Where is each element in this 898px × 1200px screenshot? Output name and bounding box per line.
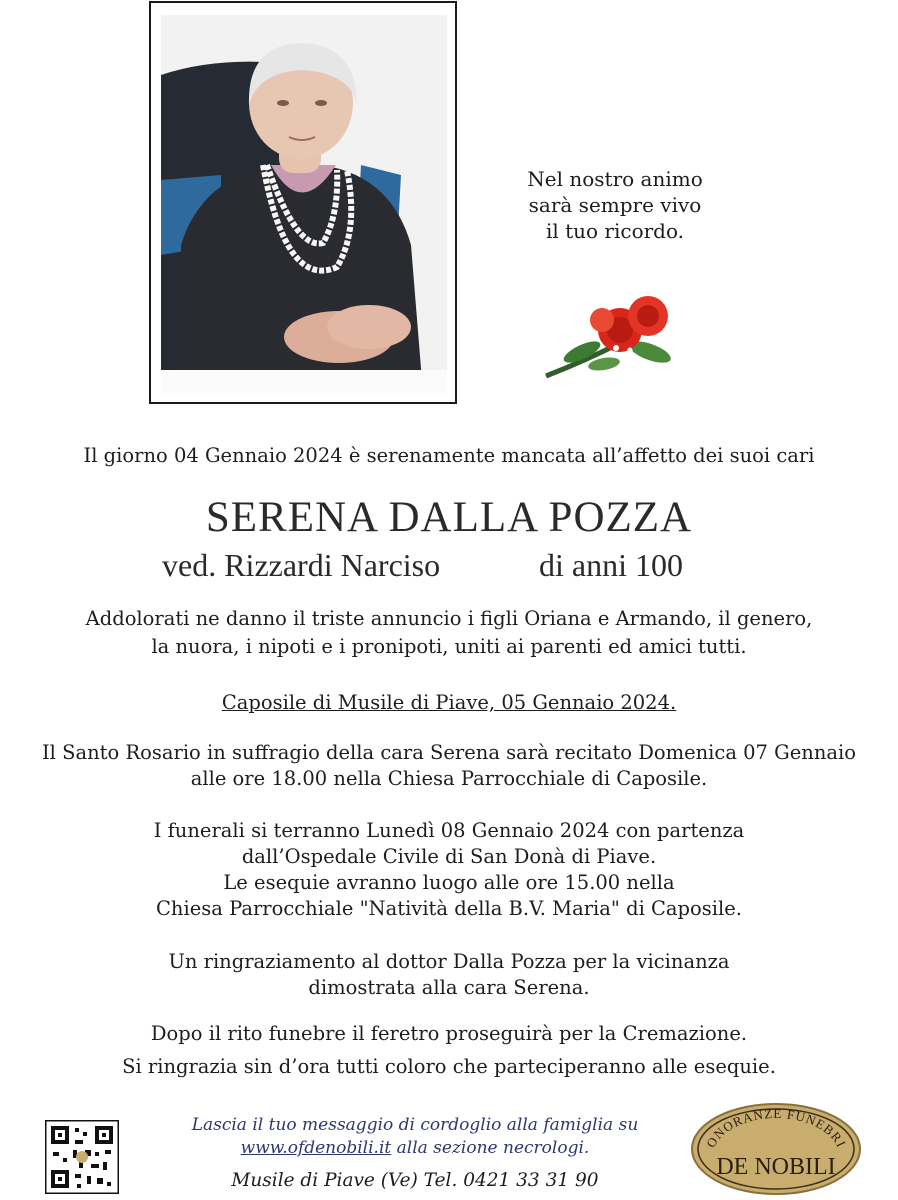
closing-line: Si ringrazia sin d’ora tutti coloro che parteciperanno alle esequie. — [122, 1055, 776, 1078]
svg-text:ONORANZE FUNEBRI: ONORANZE FUNEBRI — [703, 1105, 850, 1151]
deceased-photo — [161, 15, 447, 393]
funeral-home-logo — [690, 1102, 862, 1196]
memorial-quote — [520, 166, 710, 244]
quote-line: il tuo ricordo. — [545, 219, 685, 243]
condolence-line: Lascia il tuo messaggio di cordoglio alla famiglia su — [191, 1115, 639, 1135]
address-phone: Musile di Piave (Ve) Tel. 0421 33 31 90 — [231, 1170, 599, 1191]
website-link[interactable]: www.ofdenobili.it — [240, 1138, 392, 1158]
quote-line: Nel nostro animo — [527, 167, 703, 191]
rosary-line: alle ore 18.00 nella Chiesa Parrocchiale di Caposile. — [190, 767, 708, 790]
rose-icon — [542, 290, 682, 382]
age: di anni 100 — [539, 547, 683, 583]
svg-text:DE NOBILI: DE NOBILI — [716, 1154, 836, 1180]
deceased-photo-frame — [149, 1, 457, 404]
deceased-name: SERENA DALLA POZZA — [205, 494, 693, 541]
condolence-suffix: alla sezione necrologi. — [391, 1138, 590, 1158]
place-date — [0, 691, 898, 714]
condolence-message — [170, 1114, 660, 1160]
funeral-line: Chiesa Parrocchiale "Natività della B.V. Maria" di Caposile. — [156, 897, 742, 920]
cremation-line: Dopo il rito funebre il feretro proseguirà per la Cremazione. — [150, 1022, 748, 1045]
thanks-line: dimostrata alla cara Serena. — [308, 976, 590, 999]
rosary-line: Il Santo Rosario in suffragio della cara Serena sarà recitato Domenica 07 Gennaio — [41, 741, 856, 764]
widow-of: ved. Rizzardi Narciso — [162, 547, 441, 583]
place-date-text: Caposile di Musile di Piave, 05 Gennaio 2024. — [221, 691, 677, 714]
funeral-line: I funerali si terranno Lunedì 08 Gennaio 2024 con partenza — [153, 819, 745, 842]
qr-code[interactable] — [45, 1120, 119, 1194]
quote-line: sarà sempre vivo — [528, 193, 702, 217]
family-line: Addolorati ne danno il triste annuncio i figli Oriana e Armando, il genero, — [85, 607, 813, 630]
family-line: la nuora, i nipoti e i pronipoti, uniti ai parenti ed amici tutti. — [151, 635, 747, 658]
thanks-line: Un ringraziamento al dottor Dalla Pozza per la vicinanza — [168, 950, 730, 973]
funeral-line: Le esequie avranno luogo alle ore 15.00 nella — [223, 871, 675, 894]
condolence-line-2 — [170, 1137, 660, 1160]
funeral-line: dall’Ospedale Civile di San Donà di Piave. — [241, 845, 657, 868]
announcement-intro: Il giorno 04 Gennaio 2024 è serenamente mancata all’affetto dei suoi cari — [83, 444, 815, 467]
